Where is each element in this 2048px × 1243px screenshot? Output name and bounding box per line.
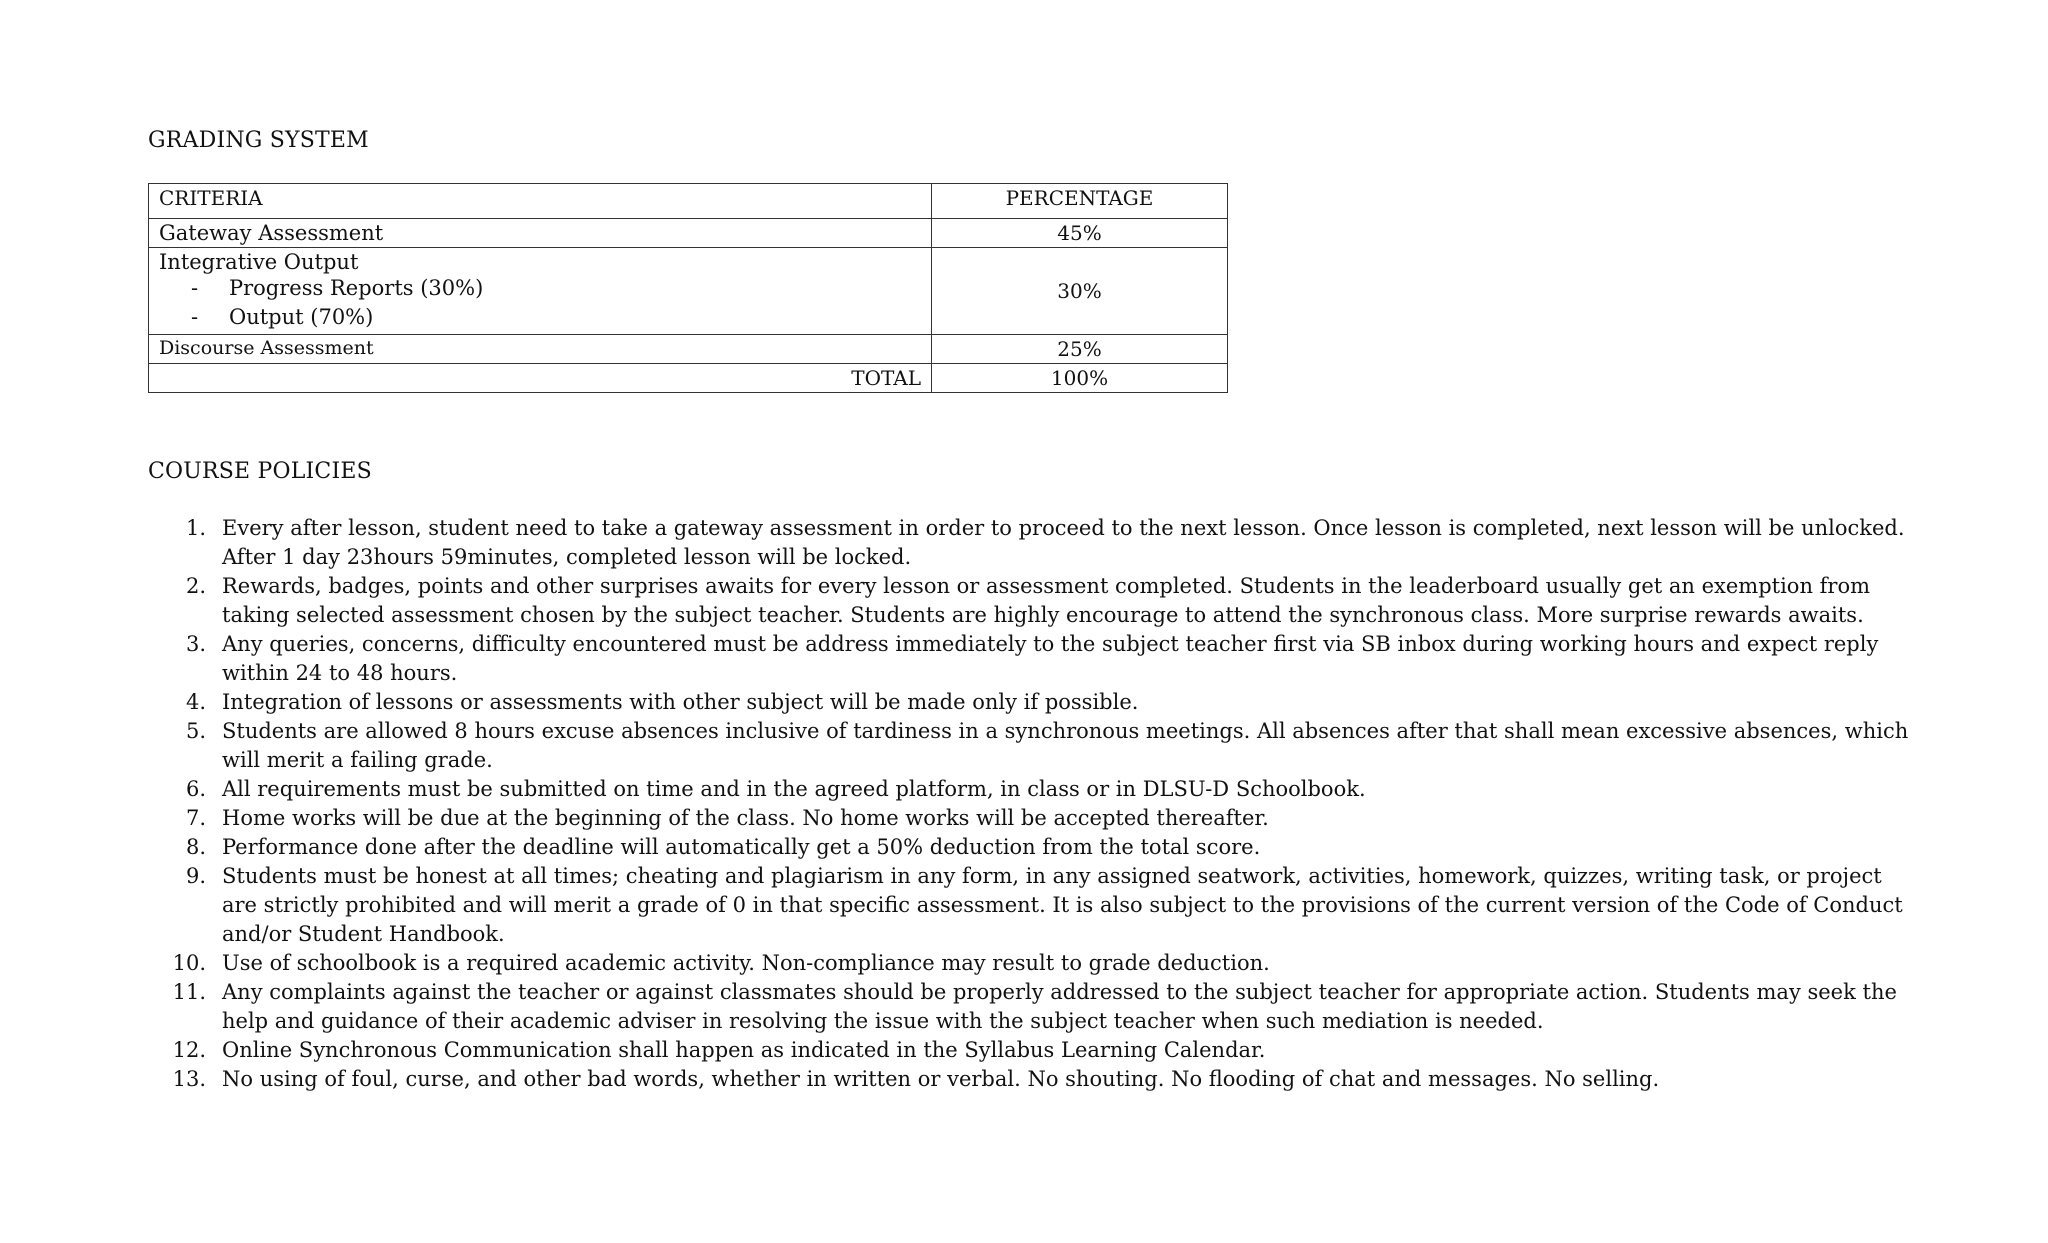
policy-text: Any complaints against the teacher or against classmates should be properly addressed to the subject teacher for appropriate action. Students may seek the help and guidance of their academic adviser in resolving the issue with the subject teacher when such mediation is needed. — [222, 980, 1897, 1033]
item-number: 7. — [185, 806, 206, 830]
sub-criteria-text: Progress Reports (30%) — [229, 276, 484, 300]
list-item — [148, 1065, 1918, 1094]
criteria-cell: Gateway Assessment — [149, 219, 932, 248]
total-label: TOTAL — [149, 364, 932, 393]
policy-text: Students are allowed 8 hours excuse absences inclusive of tardiness in a synchronous meetings. All absences after that shall mean excessive absences, which will merit a failing grade. — [222, 719, 1909, 772]
policy-text: Rewards, badges, points and other surprises awaits for every lesson or assessment completed. Students in the leaderboard usually get an exemption from taking selected assessment chosen by the subject teacher. Students are highly encourage to attend the synchronous class. More surprise rewards awaits. — [222, 574, 1871, 627]
criteria-label: Integrative Output — [159, 250, 359, 274]
percentage-cell: 45% — [932, 219, 1228, 248]
item-number: 4. — [185, 690, 206, 714]
list-item — [148, 1036, 1918, 1065]
item-number: 8. — [185, 835, 206, 859]
dash-bullet: - — [191, 276, 199, 300]
course-policies-list — [148, 514, 1918, 1094]
item-number: 12. — [172, 1038, 206, 1062]
criteria-cell: Discourse Assessment — [149, 335, 932, 364]
table-row — [149, 335, 1228, 364]
item-number: 3. — [185, 632, 206, 656]
policy-text: Online Synchronous Communication shall happen as indicated in the Syllabus Learning Calendar. — [222, 1038, 1266, 1062]
criteria-cell — [149, 248, 932, 335]
item-number: 6. — [185, 777, 206, 801]
grading-table — [148, 183, 1228, 393]
item-number: 5. — [185, 719, 206, 743]
item-number: 2. — [185, 574, 206, 598]
table-row — [149, 219, 1228, 248]
list-item — [148, 572, 1918, 630]
policy-text: Integration of lessons or assessments with other subject will be made only if possible. — [222, 690, 1139, 714]
policy-text: Performance done after the deadline will automatically get a 50% deduction from the total score. — [222, 835, 1261, 859]
policy-text: Use of schoolbook is a required academic activity. Non-compliance may result to grade deduction. — [222, 951, 1270, 975]
dash-bullet: - — [191, 305, 199, 329]
percentage-cell: 25% — [932, 335, 1228, 364]
policy-text: No using of foul, curse, and other bad words, whether in written or verbal. No shouting. No flooding of chat and messages. No selling. — [222, 1067, 1660, 1091]
item-number: 1. — [185, 516, 206, 540]
policy-text: All requirements must be submitted on time and in the agreed platform, in class or in DLSU-D Schoolbook. — [222, 777, 1366, 801]
list-item — [148, 688, 1918, 717]
list-item — [148, 978, 1918, 1036]
percentage-cell: 30% — [932, 248, 1228, 335]
course-policies-heading: COURSE POLICIES — [148, 459, 372, 484]
criteria-column-header: CRITERIA — [149, 184, 932, 219]
percentage-column-header: PERCENTAGE — [932, 184, 1228, 219]
total-value: 100% — [932, 364, 1228, 393]
list-item — [148, 630, 1918, 688]
criteria-sub-list — [159, 274, 921, 332]
grading-table-header-row — [149, 184, 1228, 219]
item-number: 11. — [172, 980, 206, 1004]
policy-text: Every after lesson, student need to take a gateway assessment in order to proceed to the next lesson. Once lesson is completed, next lesson will be unlocked. After 1 day 23hours 59minutes, completed lesson will be locked. — [222, 516, 1905, 569]
total-row — [149, 364, 1228, 393]
document-page — [148, 128, 1948, 1094]
list-item — [148, 804, 1918, 833]
list-item — [148, 862, 1918, 949]
table-row — [149, 248, 1228, 335]
list-item — [148, 833, 1918, 862]
list-item — [148, 775, 1918, 804]
list-item — [159, 303, 921, 332]
item-number: 10. — [172, 951, 206, 975]
list-item — [159, 274, 921, 303]
item-number: 9. — [185, 864, 206, 888]
policy-text: Students must be honest at all times; cheating and plagiarism in any form, in any assigned seatwork, activities, homework, quizzes, writing task, or project are strictly prohibited and will merit a grade of 0 in that specific assessment. It is also subject to the provisions of the current version of the Code of Conduct and/or Student Handbook. — [222, 864, 1903, 946]
list-item — [148, 514, 1918, 572]
grading-system-heading: GRADING SYSTEM — [148, 128, 369, 153]
list-item — [148, 717, 1918, 775]
policy-text: Any queries, concerns, difficulty encountered must be address immediately to the subject teacher first via SB inbox during working hours and expect reply within 24 to 48 hours. — [222, 632, 1879, 685]
item-number: 13. — [172, 1067, 206, 1091]
sub-criteria-text: Output (70%) — [229, 305, 374, 329]
list-item — [148, 949, 1918, 978]
policy-text: Home works will be due at the beginning of the class. No home works will be accepted thereafter. — [222, 806, 1269, 830]
